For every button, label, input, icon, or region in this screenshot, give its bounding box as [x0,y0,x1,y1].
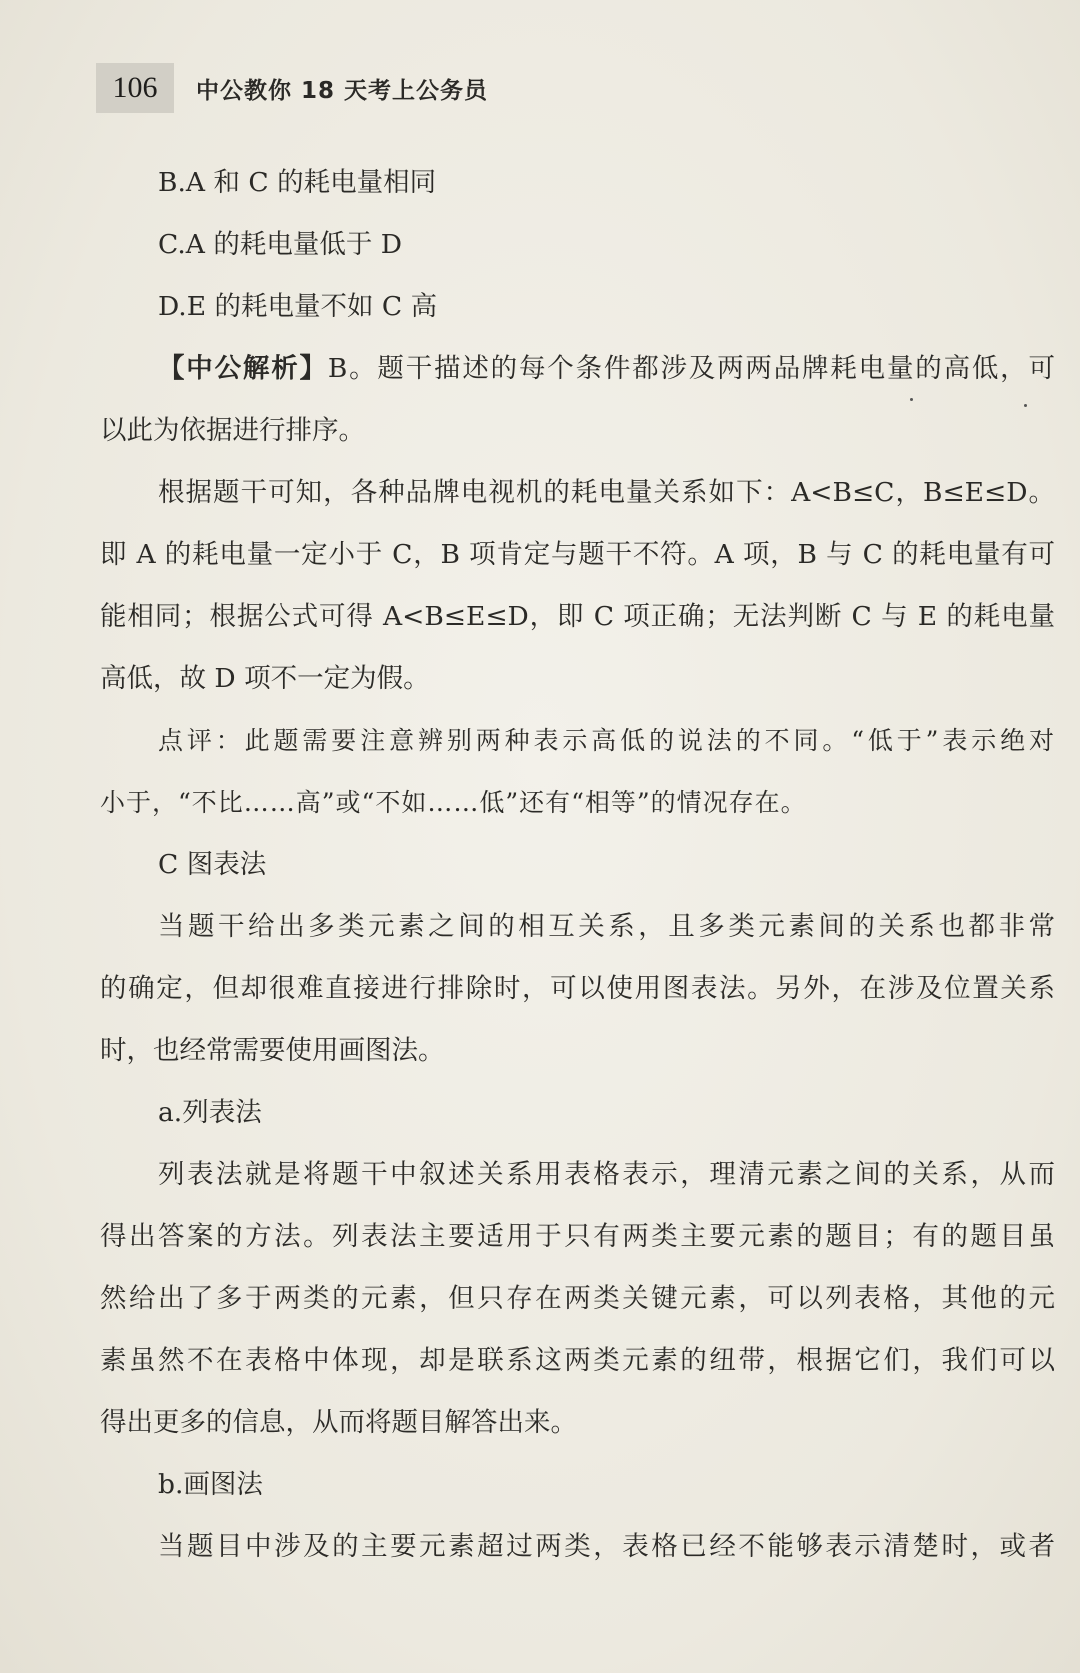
analysis-text-1: B。题干描述的每个条件都涉及两两品牌耗电量的高低，可 [327,353,1055,384]
section-heading-c: C 图表法 [158,849,267,880]
paragraph-3-line-1: 列表法就是将题干中叙述关系用表格表示，理清元素之间的关系，从而 [158,1159,1055,1190]
print-speck [1024,404,1027,407]
paragraph-1-line-1: 根据题干可知，各种品牌电视机的耗电量关系如下：A<B≤C，B≤E≤D。 [158,477,1055,508]
analysis-line-2: 以此为依据进行排序。 [100,415,365,446]
paragraph-1-line-2: 即 A 的耗电量一定小于 C，B 项肯定与题干不符。A 项，B 与 C 的耗电量有可 [100,539,1055,570]
comment-line-1: 点评：此题需要注意辨别两种表示高低的说法的不同。“低于”表示绝对 [158,726,1055,755]
paragraph-3-line-4: 素虽然不在表格中体现，却是联系这两类元素的纽带，根据它们，我们可以 [100,1345,1055,1376]
page-body [100,152,1055,1578]
book-title: 中公教你 18 天考上公务员 [196,77,489,104]
paragraph-3-line-5: 得出更多的信息，从而将题目解答出来。 [100,1407,577,1438]
print-speck [910,398,913,401]
analysis-line-1 [100,338,1055,400]
paragraph-2-line-2: 的确定，但却很难直接进行排除时，可以使用图表法。另外，在涉及位置关系 [100,973,1055,1004]
option-b: B.A 和 C 的耗电量相同 [158,167,437,198]
paragraph-3-line-2: 得出答案的方法。列表法主要适用于只有两类主要元素的题目；有的题目虽 [100,1221,1055,1252]
paragraph-1-line-4: 高低，故 D 项不一定为假。 [100,663,430,694]
paragraph-2-line-3: 时，也经常需要使用画图法。 [100,1035,445,1066]
page-header [96,62,996,114]
section-heading-b: b.画图法 [158,1469,263,1500]
paragraph-2-line-1: 当题干给出多类元素之间的相互关系，且多类元素间的关系也都非常 [158,911,1055,942]
analysis-label: 【中公解析】 [158,353,328,384]
paragraph-3-line-3: 然给出了多于两类的元素，但只存在两类关键元素，可以列表格，其他的元 [100,1283,1055,1314]
option-d: D.E 的耗电量不如 C 高 [158,291,438,322]
paragraph-1-line-3: 能相同；根据公式可得 A<B≤E≤D，即 C 项正确；无法判断 C 与 E 的耗电量 [100,601,1055,632]
paragraph-4-line-1: 当题目中涉及的主要元素超过两类，表格已经不能够表示清楚时，或者 [158,1531,1055,1562]
comment-line-2: 小于，“不比……高”或“不如……低”还有“相等”的情况存在。 [100,788,807,817]
option-c: C.A 的耗电量低于 D [158,229,402,260]
section-heading-a: a.列表法 [158,1097,262,1128]
page-number: 106 [96,63,174,113]
